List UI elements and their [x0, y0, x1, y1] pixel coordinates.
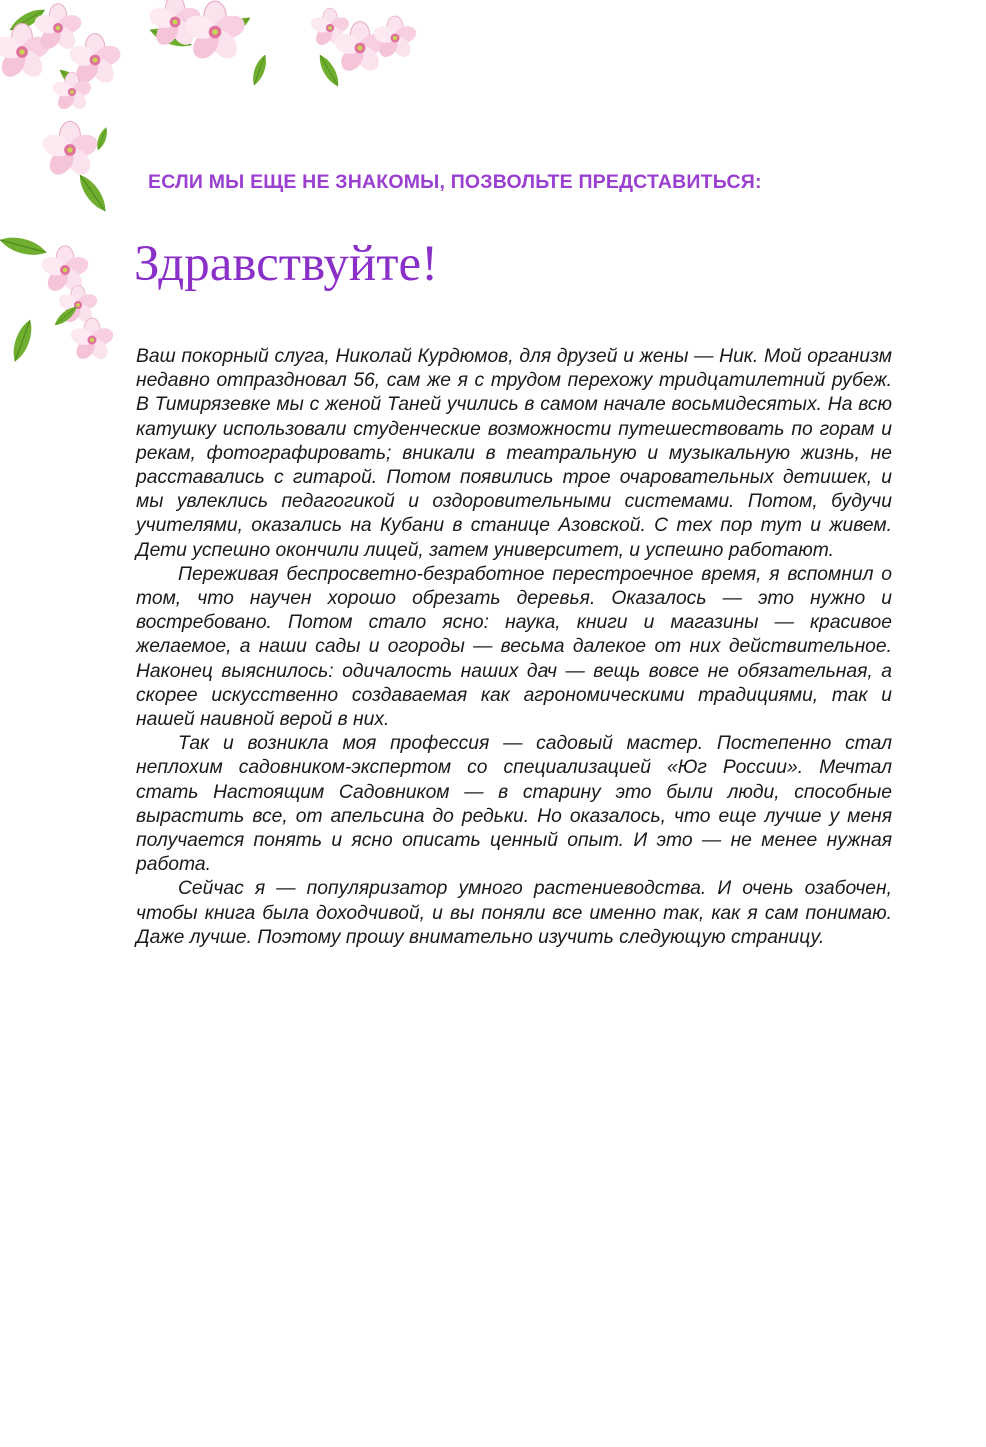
article-body — [136, 345, 892, 950]
apple-blossom-branch-icon — [0, 0, 986, 400]
section-kicker: ЕСЛИ МЫ ЕЩЕ НЕ ЗНАКОМЫ, ПОЗВОЛЬТЕ ПРЕДСТАВИТЬСЯ: — [148, 171, 762, 193]
page-title: Здравствуйте! — [134, 236, 439, 292]
paragraph-intro: Ваш покорный слуга, Николай Курдюмов, для друзей и жены — Ник. Мой организм недавно отпраздновал 56, сам же я с трудом перехожу тридцатилетний рубеж. В Тимирязевке мы с женой Таней учились в самом начале восьмидесятых. На всю катушку использовали студенческие возможности путешествовать по горам и рекам, фотографировать; вникали в театральную и музыкальную жизнь, не расставались с гитарой. Потом появились трое очаровательных детишек, и мы увлеклись педагогикой и оздоровительными системами. Потом, будучи учителями, оказались на Кубани в станице Азовской. С тех пор тут и живем. Дети успешно окончили лицей, затем университет, и успешно работают. — [136, 346, 892, 561]
paragraph-perestroika: Переживая беспросветно-безработное перестроечное время, я вспомнил о том, что научен хорошо обрезать деревья. Оказалось — это нужно и востребовано. Потом стало ясно: наука, книги и магазины — красивое желаемое, а наши сады и огороды — весьма далекое от них действительное. Наконец выяснилось: одичалость наших дач — вещь вовсе не обязательная, а скорее искусственно создаваемая как агрономическими традициями, так и нашей наивной верой в них. — [136, 563, 892, 731]
paragraph-now: Сейчас я — популяризатор умного растениеводства. И очень озабочен, чтобы книга была доходчивой, и вы поняли все именно так, как я сам понимаю. Даже лучше. Поэтому прошу внимательно изучить следующую страницу. — [136, 878, 892, 948]
paragraph-profession: Так и возникла моя профессия — садовый мастер. Постепенно стал неплохим садовником-экспертом со специализацией «Юг России». Мечтал стать Настоящим Садовником — в старину это были люди, способные вырастить все, от апельсина до редьки. Но оказалось, что еще лучше у меня получается понять и ясно описать ценный опыт. И это — не менее нужная работа. — [136, 733, 892, 876]
